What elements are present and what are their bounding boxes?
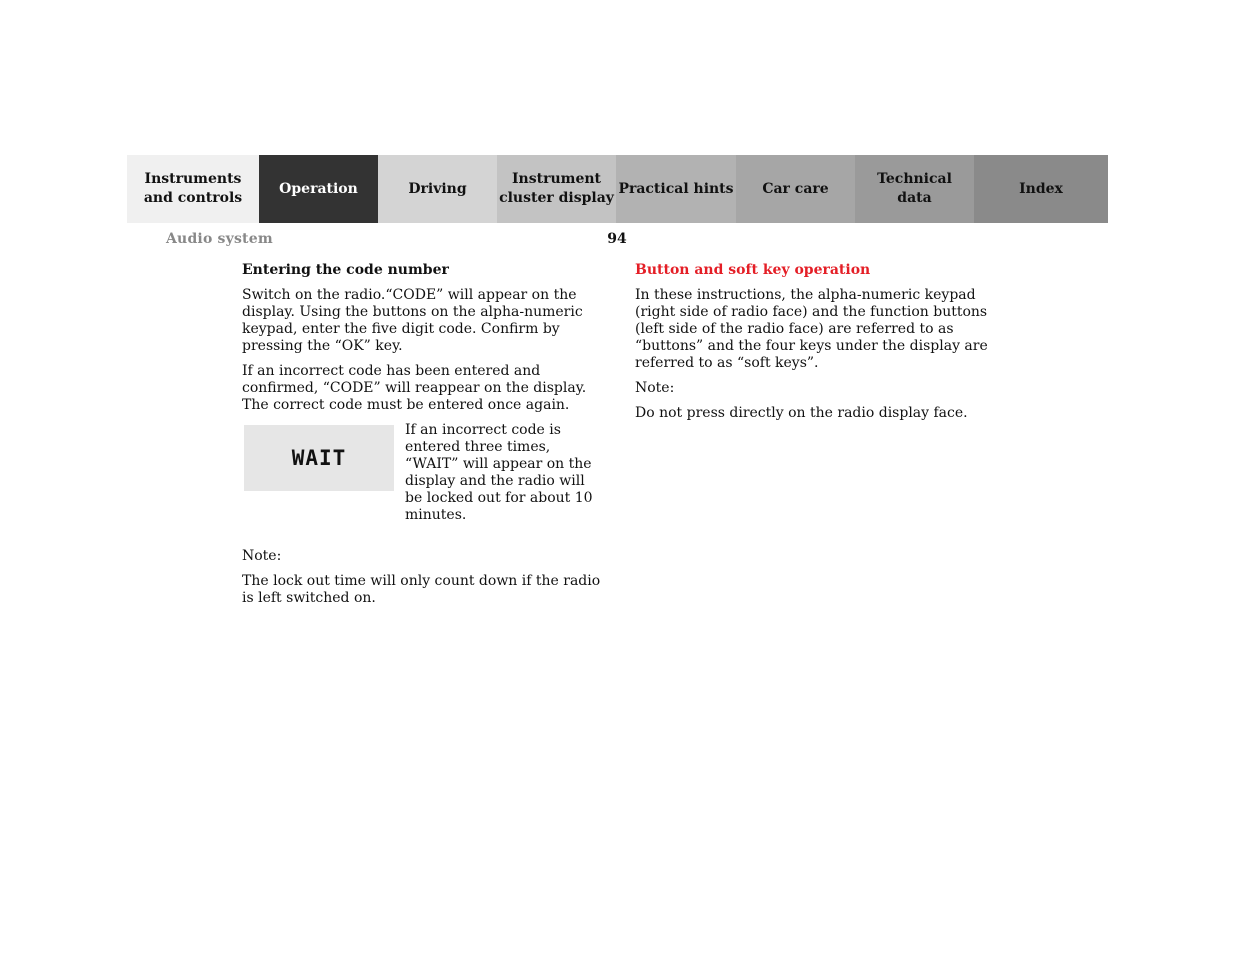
tab-practical-hints[interactable]: Practical hints: [616, 155, 736, 223]
note-label: Note:: [242, 548, 282, 564]
tab-driving[interactable]: Driving: [378, 155, 497, 223]
tab-operation[interactable]: Operation: [259, 155, 378, 223]
code-entry-paragraph-1: Switch on the radio.“CODE” will appear on the display. Using the buttons on the alpha-numeric keypad, enter the five digit code. Confirm by pressing the “OK” key.: [242, 287, 583, 354]
tab-index[interactable]: Index: [974, 155, 1108, 223]
soft-key-paragraph: In these instructions, the alpha-numeric keypad (right side of radio face) and the function buttons (left side of the radio face) are referred to as “buttons” and the four keys under the display are referred to as “soft keys”.: [635, 287, 988, 371]
note-text-right: Do not press directly on the radio display face.: [635, 405, 968, 421]
wait-paragraph: If an incorrect code is entered three times, “WAIT” will appear on the display and the radio will be locked out for about 10 minutes.: [405, 422, 593, 523]
tab-car-care[interactable]: Car care: [736, 155, 855, 223]
tab-instruments-and-controls[interactable]: Instruments and controls: [127, 155, 259, 223]
code-entry-heading: Entering the code number: [242, 262, 449, 278]
section-title: Audio system: [166, 231, 273, 247]
wait-display-block: [242, 422, 604, 532]
note-text: The lock out time will only count down if the radio is left switched on.: [242, 573, 601, 606]
left-column: [242, 262, 604, 615]
tab-technical-data[interactable]: Technical data: [855, 155, 974, 223]
tab-instrument-cluster-display[interactable]: Instrument cluster display: [497, 155, 616, 223]
radio-display-image: WAIT: [244, 425, 394, 491]
page-number: 94: [607, 231, 627, 247]
right-column: [635, 262, 995, 430]
soft-key-heading: Button and soft key operation: [635, 262, 871, 278]
note-label-right: Note:: [635, 380, 675, 396]
code-entry-paragraph-2: If an incorrect code has been entered and confirmed, “CODE” will reappear on the display. The correct code must be entered once again.: [242, 363, 587, 413]
chapter-nav: [127, 155, 1108, 223]
